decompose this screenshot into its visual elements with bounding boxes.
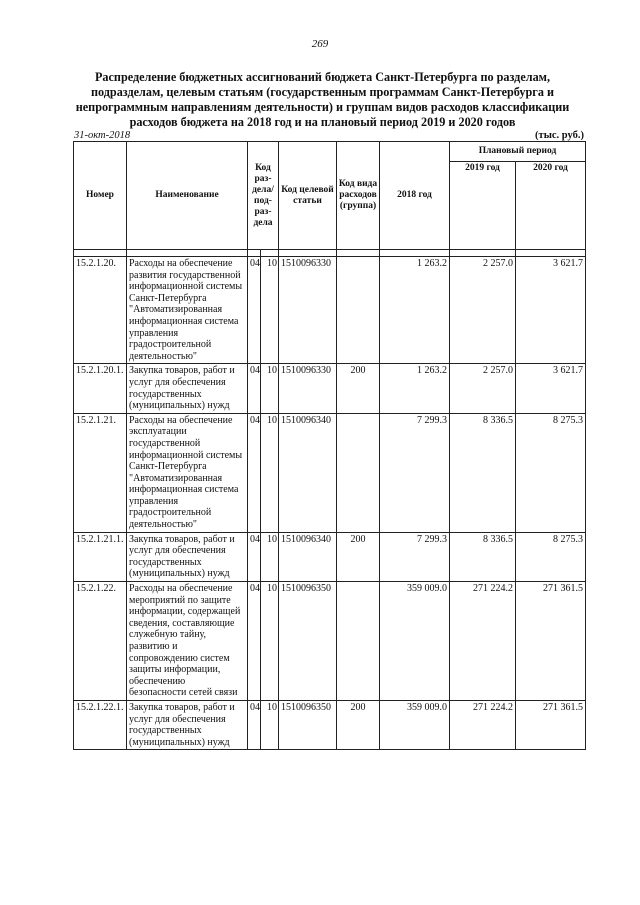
row-number: 15.2.1.21.1.	[74, 532, 127, 581]
table-row	[74, 257, 586, 364]
row-razdel: 04	[248, 532, 261, 581]
header-2020: 2020 год	[516, 162, 586, 250]
row-name: Закупка товаров, работ и услуг для обеспечения государственных (муниципальных) нужд	[127, 364, 248, 413]
row-razdel: 04	[248, 700, 261, 749]
row-value-2020: 8 275.3	[516, 532, 586, 581]
row-podrazdel: 10	[261, 532, 279, 581]
row-target-code: 1510096340	[279, 413, 337, 532]
row-value-2019: 2 257.0	[450, 364, 516, 413]
table-row	[74, 413, 586, 532]
row-target-code: 1510096330	[279, 257, 337, 364]
row-razdel: 04	[248, 257, 261, 364]
row-vid-code: 200	[337, 364, 380, 413]
row-target-code: 1510096350	[279, 582, 337, 701]
row-vid-code: 200	[337, 700, 380, 749]
row-target-code: 1510096340	[279, 532, 337, 581]
table-row	[74, 532, 586, 581]
row-number: 15.2.1.21.	[74, 413, 127, 532]
row-value-2020: 3 621.7	[516, 364, 586, 413]
row-vid-code: 200	[337, 532, 380, 581]
document-date: 31-окт-2018	[74, 130, 131, 141]
row-number: 15.2.1.20.1.	[74, 364, 127, 413]
row-value-2019: 8 336.5	[450, 532, 516, 581]
row-value-2019: 271 224.2	[450, 582, 516, 701]
row-value-2018: 1 263.2	[380, 364, 450, 413]
row-value-2019: 8 336.5	[450, 413, 516, 532]
table-row	[74, 700, 586, 749]
row-name: Закупка товаров, работ и услуг для обеспечения государственных (муниципальных) нужд	[127, 700, 248, 749]
header-target: Код целевой статьи	[279, 142, 337, 250]
header-razdel: Код раз-дела/ под-раз-дела	[248, 142, 279, 250]
table-row	[74, 364, 586, 413]
page-number: 269	[311, 38, 329, 50]
row-name: Расходы на обеспечение мероприятий по защите информации, содержащей сведения, составляющие служебную тайну, развитию и сопровождению систем защиты информации, обеспечению безопасности сетей связи	[127, 582, 248, 701]
row-value-2018: 359 009.0	[380, 700, 450, 749]
row-name: Расходы на обеспечение эксплуатации государственной информационной системы Санкт-Петербурга "Автоматизированная информационная система управления градостроительной деятельностью"	[127, 413, 248, 532]
table-row	[74, 582, 586, 701]
row-name: Расходы на обеспечение развития государственной информационной системы Санкт-Петербурга "Автоматизированная информационная система управления градостроительной деятельностью"	[127, 257, 248, 364]
row-value-2018: 7 299.3	[380, 413, 450, 532]
row-target-code: 1510096350	[279, 700, 337, 749]
units-label: (тыс. руб.)	[535, 130, 584, 141]
row-podrazdel: 10	[261, 413, 279, 532]
row-value-2018: 1 263.2	[380, 257, 450, 364]
row-value-2018: 359 009.0	[380, 582, 450, 701]
header-plan: Плановый период	[450, 142, 586, 162]
row-podrazdel: 10	[261, 257, 279, 364]
row-podrazdel: 10	[261, 582, 279, 701]
row-value-2019: 2 257.0	[450, 257, 516, 364]
row-razdel: 04	[248, 364, 261, 413]
budget-table	[73, 141, 586, 750]
row-number: 15.2.1.20.	[74, 257, 127, 364]
row-number: 15.2.1.22.1.	[74, 700, 127, 749]
row-value-2020: 8 275.3	[516, 413, 586, 532]
row-razdel: 04	[248, 582, 261, 701]
row-name: Закупка товаров, работ и услуг для обеспечения государственных (муниципальных) нужд	[127, 532, 248, 581]
row-value-2018: 7 299.3	[380, 532, 450, 581]
header-number: Номер	[74, 142, 127, 250]
header-2019: 2019 год	[450, 162, 516, 250]
row-vid-code	[337, 413, 380, 532]
row-value-2020: 271 361.5	[516, 582, 586, 701]
row-value-2020: 271 361.5	[516, 700, 586, 749]
document-title: Распределение бюджетных ассигнований бюджета Санкт-Петербурга по разделам, подразделам, целевым статьям (государственным программам Санкт-Петербурга и непрограммным направлениям деятельности) и группам видов расходов классификации расходов бюджета на 2018 год и на плановый период 2019 и 2020 годов	[75, 70, 570, 129]
row-podrazdel: 10	[261, 364, 279, 413]
row-vid-code	[337, 257, 380, 364]
row-value-2020: 3 621.7	[516, 257, 586, 364]
header-name: Наименование	[127, 142, 248, 250]
row-target-code: 1510096330	[279, 364, 337, 413]
row-razdel: 04	[248, 413, 261, 532]
header-vid: Код вида расходов (группа)	[337, 142, 380, 250]
row-vid-code	[337, 582, 380, 701]
row-number: 15.2.1.22.	[74, 582, 127, 701]
row-podrazdel: 10	[261, 700, 279, 749]
header-2018: 2018 год	[380, 142, 450, 250]
row-value-2019: 271 224.2	[450, 700, 516, 749]
